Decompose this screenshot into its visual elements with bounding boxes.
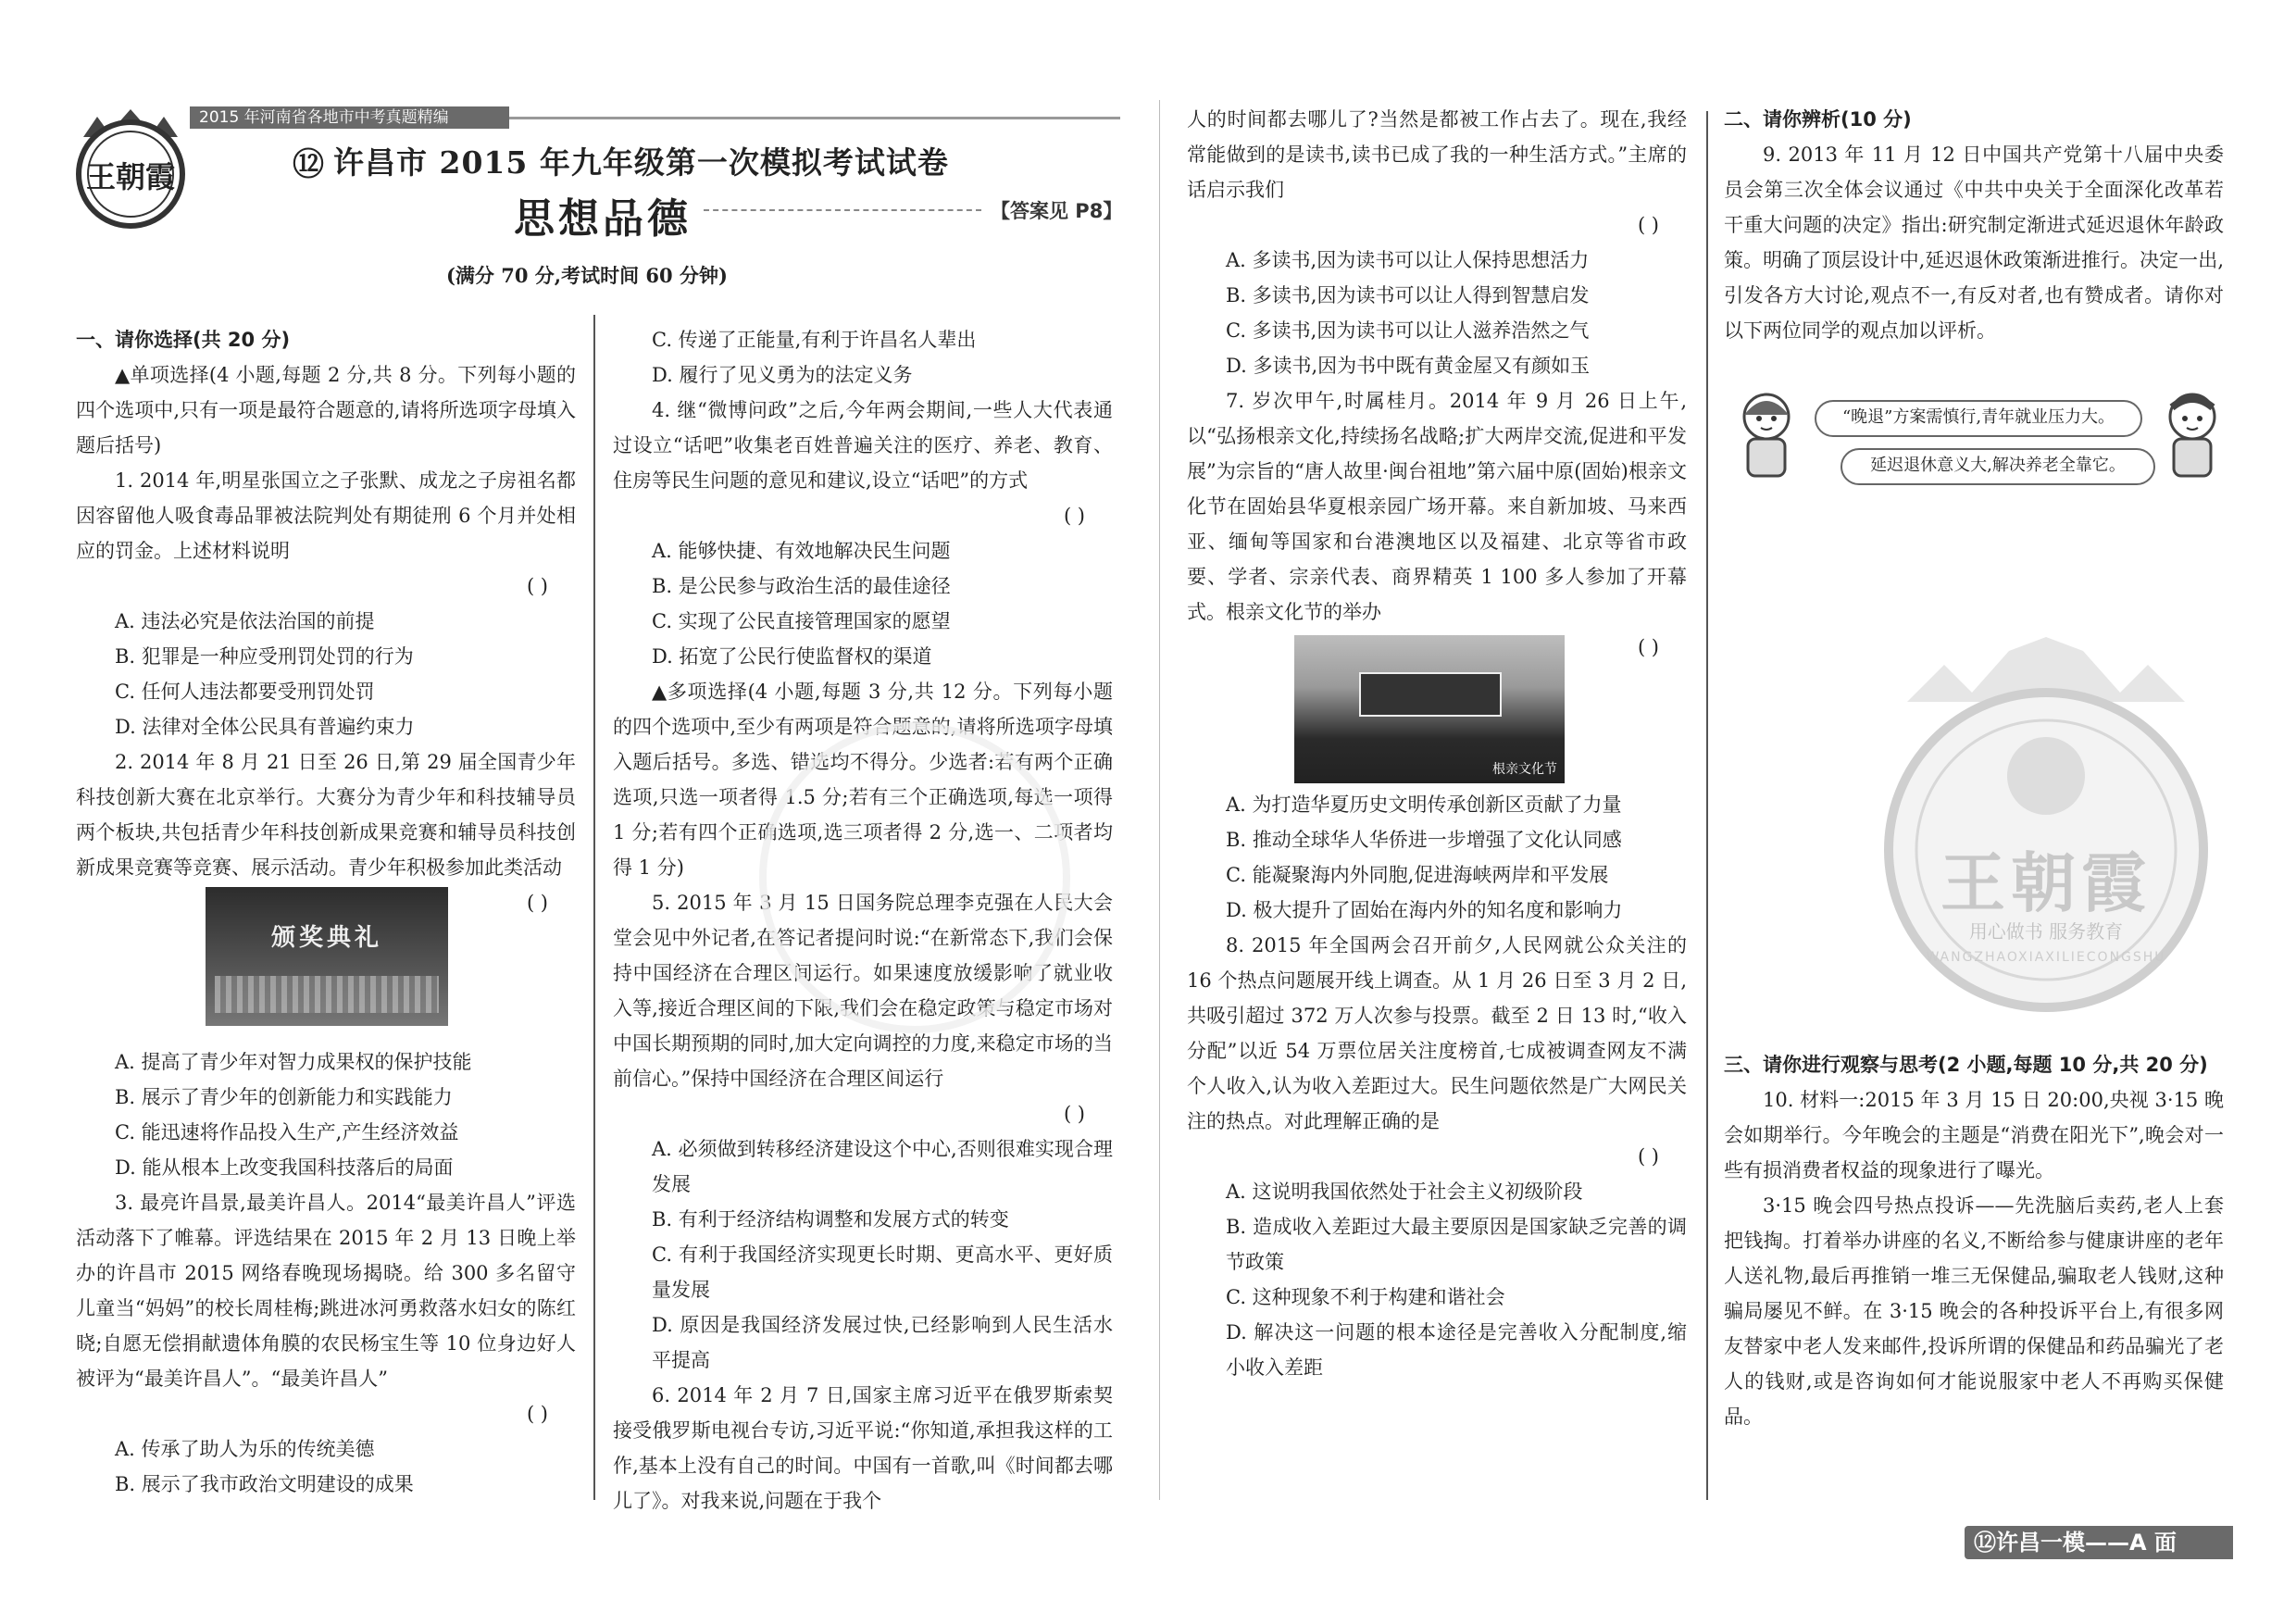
question-text: 1. 2014 年,明星张国立之子张默、成龙之子房祖名都因容留他人吸食毒品罪被法院判处有期徒刑 6 个月并处相应的罚金。上述材料说明 [76, 469, 576, 562]
center-fold [1159, 100, 1160, 1500]
brand-watermark-seal [1870, 637, 2222, 1026]
answer-option: A. 为打造华夏历史文明传承创新区贡献了力量 [1226, 794, 1622, 816]
logo-text: 王朝霞 [85, 159, 175, 194]
question-text: 4. 继“微博问政”之后,今年两会期间,一些人大代表通过设立“话吧”收集老百姓普遍关注的医疗、养老、教育、住房等民生问题的意见和建议,设立“话吧”的方式 [613, 399, 1113, 492]
question-text: 3·15 晚会四号热点投诉——先洗脑后卖药,老人上套把钱掏。打着举办讲座的名义,不断给参与健康讲座的老年人送礼物,最后再推销一堆三无保健品,骗取老人钱财,这种骗局屡见不鲜。在 3·15 晚会的各种投诉平台上,有很多网友替家中老人发来邮件,投诉所谓的保健品和药品骗光了老人的钱财,或是咨询如何才能说服家中老人不再购买保健品。 [1724, 1194, 2224, 1428]
girl-student-figure [1729, 387, 1803, 480]
section-heading: 一、请你选择(共 20 分) [76, 329, 291, 351]
answer-option: B. 犯罪是一种应受刑罚处罚的行为 [115, 645, 414, 668]
answer-option: B. 造成收入差距过大最主要原因是国家缺乏完善的调节政策 [1226, 1216, 1687, 1273]
question-text: 7. 岁次甲午,时属桂月。2014 年 9 月 26 日上午,以“弘扬根亲文化,持续扬名战略;扩大两岸交流,促进和平发展”为宗旨的“唐人故里·闽台祖地”第六届中原(固始)根亲文化节在固始县华夏根亲园广场开幕。来自新加坡、马来西亚、缅甸等国家和台港澳地区以及福建、北京等省市政要、学者、宗亲代表、商界精英 1 100 多人参加了开幕式。根亲文化节的举办 [1187, 390, 1687, 623]
column-divider-3 [1706, 111, 1708, 1500]
question-text: 5. 2015 年 3 月 15 日国务院总理李克强在人民大会堂会见中外记者,在答记者提问时说:“在新常态下,我们会保持中国经济在合理区间运行。如果速度放缓影响了就业收入等,接近合理区间的下限,我们会在稳定政策与稳定市场对中国长期预期的同时,加大定向调控的力度,来稳定市场的当前信心。”保持中国经济在合理区间运行 [613, 892, 1113, 1090]
question-text: 8. 2015 年全国两会召开前夕,人民网就公众关注的 16 个热点问题展开线上调查。从 1 月 26 日至 3 月 2 日,共吸引超过 372 万人次参与投票。截至 2 日 13 时,“收入分配”以近 54 万票位居关注度榜首,七成被调查网友不满个人收入,认为收入差距过大。民生问题依然是广大网民关注的热点。对此理解正确的是 [1187, 934, 1687, 1132]
column-1-lower [76, 1044, 576, 1502]
photo2-caption: 根亲文化节 [1492, 762, 1557, 777]
answer-option: C. 有利于我国经济实现更长时期、更高水平、更好质量发展 [652, 1243, 1113, 1301]
opinion-bubble-2: 延迟退休意义大,解决养老全靠它。 [1841, 448, 2155, 485]
page-footer: ⑫许昌一模——A 面 [1974, 1530, 2177, 1556]
question-text: 3. 最亮许昌景,最美许昌人。2014“最美许昌人”评选活动落下了帷幕。评选结果在 2015 年 2 月 13 日晚上举办的许昌市 2015 网络春晚现场揭晓。给 300 多名留守儿童当“妈妈”的校长周桂梅;跳进冰河勇救落水妇女的陈红晓;自愿无偿捐献遗体角膜的农民杨宝生等 10 位身边好人被评为“最美许昌人”。“最美许昌人” [76, 1192, 576, 1390]
publisher-logo [65, 100, 196, 231]
opinion-bubble-1: “晚退”方案需慎行,青年就业压力大。 [1815, 400, 2142, 437]
answer-option: C. 任何人违法都要受刑罚处罚 [115, 681, 375, 703]
answer-option: A. 违法必究是依法治国的前提 [115, 610, 375, 632]
section-heading: 三、请你进行观察与思考(2 小题,每题 10 分,共 20 分) [1724, 1054, 2208, 1076]
question-text: 9. 2013 年 11 月 12 日中国共产党第十八届中央委员会第三次全体会议通过《中共中央关于全面深化改革若干重大问题的决定》指出:研究制定渐进式延迟退休年龄政策。明确了顶层设计中,延迟退休政策渐进推行。决定一出,引发各方大讨论,观点不一,有反对者,也有赞成者。请你对以下两位同学的观点加以评析。 [1724, 144, 2224, 342]
answer-option: D. 极大提升了固始在海内外的知名度和影响力 [1226, 899, 1623, 921]
answer-option: B. 展示了我市政治文明建设的成果 [115, 1473, 414, 1495]
question-text: ▲多项选择(4 小题,每题 3 分,共 12 分。下列每小题的四个选项中,至少有两项是符合题意的,请将所选项字母填入题后括号。多选、错选均不得分。少选者:若有两个正确选项,只选一项者得 1.5 分;若有三个正确选项,每选一项得 1 分;若有四个正确选项,选三项者得 2 分,选一、二项者均得 1 分) [613, 681, 1113, 879]
column-3-lower [1187, 787, 1687, 1385]
answer-option: C. 能凝聚海内外同胞,促进海峡两岸和平发展 [1226, 864, 1609, 886]
section-heading: 二、请你辨析(10 分) [1724, 108, 1912, 131]
question-text: 6. 2014 年 2 月 7 日,国家主席习近平在俄罗斯索契接受俄罗斯电视台专访,习近平说:“你知道,承担我这样的工作,基本上没有自己的时间。中国有一首歌,叫《时间都去哪儿了》。对我来说,问题在于我个 [613, 1384, 1113, 1512]
answer-option: B. 有利于经济结构调整和发展方式的转变 [652, 1208, 1009, 1231]
answer-blank[interactable]: ( ) [1063, 505, 1085, 527]
answer-option: D. 多读书,因为书中既有黄金屋又有颜如玉 [1226, 355, 1591, 377]
answer-option: C. 多读书,因为读书可以让人滋养浩然之气 [1226, 319, 1590, 342]
answer-option: C. 实现了公民直接管理国家的愿望 [652, 610, 951, 632]
photo1-crowd [215, 976, 439, 1013]
answer-option: D. 拓宽了公民行使监督权的渠道 [652, 645, 932, 668]
answer-option: A. 必须做到转移经济建设这个中心,否则很难实现合理发展 [652, 1138, 1113, 1195]
series-banner: 2015 年河南省各地市中考真题精编 [199, 108, 449, 127]
answer-blank[interactable]: ( ) [1637, 1145, 1659, 1168]
watermark-pinyin: WANGZHAOXIAXILIECONGSHU [1926, 950, 2166, 965]
answer-option: B. 是公民参与政治生活的最佳途径 [652, 575, 951, 597]
answer-option: B. 推动全球华人华侨进一步增强了文化认同感 [1226, 829, 1622, 851]
answer-blank[interactable]: ( ) [526, 575, 548, 597]
question-text: 人的时间都去哪儿了?当然是都被工作占去了。现在,我经常能做到的是读书,读书已成了我的一种生活方式。”主席的话启示我们 [1187, 108, 1687, 201]
answer-option: B. 展示了青少年的创新能力和实践能力 [115, 1086, 453, 1108]
question-text: ▲单项选择(4 小题,每题 2 分,共 8 分。下列每小题的四个选项中,只有一项是最符合题意的,请将所选项字母填入题后括号) [76, 364, 576, 456]
answer-option: B. 多读书,因为读书可以让人得到智慧启发 [1226, 284, 1590, 306]
column-3 [1187, 102, 1687, 665]
watermark-slogan: 用心做书 服务教育 [1968, 920, 2124, 943]
answer-option: C. 能迅速将作品投入生产,产生经济效益 [115, 1121, 459, 1143]
answer-option: D. 解决这一问题的根本途径是完善收入分配制度,缩小收入差距 [1226, 1321, 1687, 1379]
answer-option: C. 传递了正能量,有利于许昌名人辈出 [652, 329, 977, 351]
column-divider-1 [593, 315, 595, 1500]
paper-title: 许昌市 2015 年九年级第一次模拟考试试卷 [333, 144, 949, 181]
answer-option: A. 传承了助人为乐的传统美德 [115, 1438, 375, 1460]
photo2-stage [1359, 672, 1502, 717]
root-culture-festival-photo [1294, 635, 1565, 783]
answer-blank[interactable]: ( ) [526, 892, 548, 914]
score-info: (满分 70 分,考试时间 60 分钟) [446, 264, 728, 287]
answer-option: C. 这种现象不利于构建和谐社会 [1226, 1286, 1505, 1308]
award-ceremony-photo [206, 887, 448, 1026]
watermark-name: 王朝霞 [1940, 844, 2152, 921]
column-1 [76, 322, 576, 920]
answer-ref: 【答案见 P8】 [991, 200, 1123, 222]
boy-student-figure [2155, 387, 2229, 480]
subject-title: 思想品德 [514, 195, 692, 243]
subject-rule [704, 209, 981, 211]
answer-blank[interactable]: ( ) [1637, 636, 1659, 658]
answer-option: D. 法律对全体公民具有普遍约束力 [115, 716, 415, 738]
answer-option: D. 履行了见义勇为的法定义务 [652, 364, 913, 386]
answer-option: D. 能从根本上改变我国科技落后的局面 [115, 1156, 454, 1179]
answer-blank[interactable]: ( ) [526, 1403, 548, 1425]
center-watermark [759, 722, 1070, 1033]
question-text: 2. 2014 年 8 月 21 日至 26 日,第 29 届全国青少年科技创新大赛在北京举行。大赛分为青少年和科技辅导员两个板块,共包括青少年科技创新成果竞赛和辅导员科技创新成果竞赛等竞赛、展示活动。青少年积极参加此类活动 [76, 751, 576, 879]
banner-line [509, 117, 1120, 119]
answer-option: D. 原因是我国经济发展过快,已经影响到人民生活水平提高 [652, 1314, 1113, 1371]
answer-blank[interactable]: ( ) [1637, 214, 1659, 236]
answer-blank[interactable]: ( ) [1063, 1103, 1085, 1125]
answer-option: A. 多读书,因为读书可以让人保持思想活力 [1226, 249, 1590, 271]
answer-option: A. 这说明我国依然处于社会主义初级阶段 [1226, 1181, 1583, 1203]
question-text: 10. 材料一:2015 年 3 月 15 日 20:00,央视 3·15 晚会如期举行。今年晚会的主题是“消费在阳光下”,晚会对一些有损消费者权益的现象进行了曝光。 [1724, 1089, 2224, 1181]
paper-number: ⑫ [293, 146, 324, 183]
photo1-caption: 颁奖典礼 [270, 924, 382, 952]
answer-option: A. 能够快捷、有效地解决民生问题 [652, 540, 951, 562]
answer-option: A. 提高了青少年对智力成果权的保护技能 [115, 1051, 472, 1073]
